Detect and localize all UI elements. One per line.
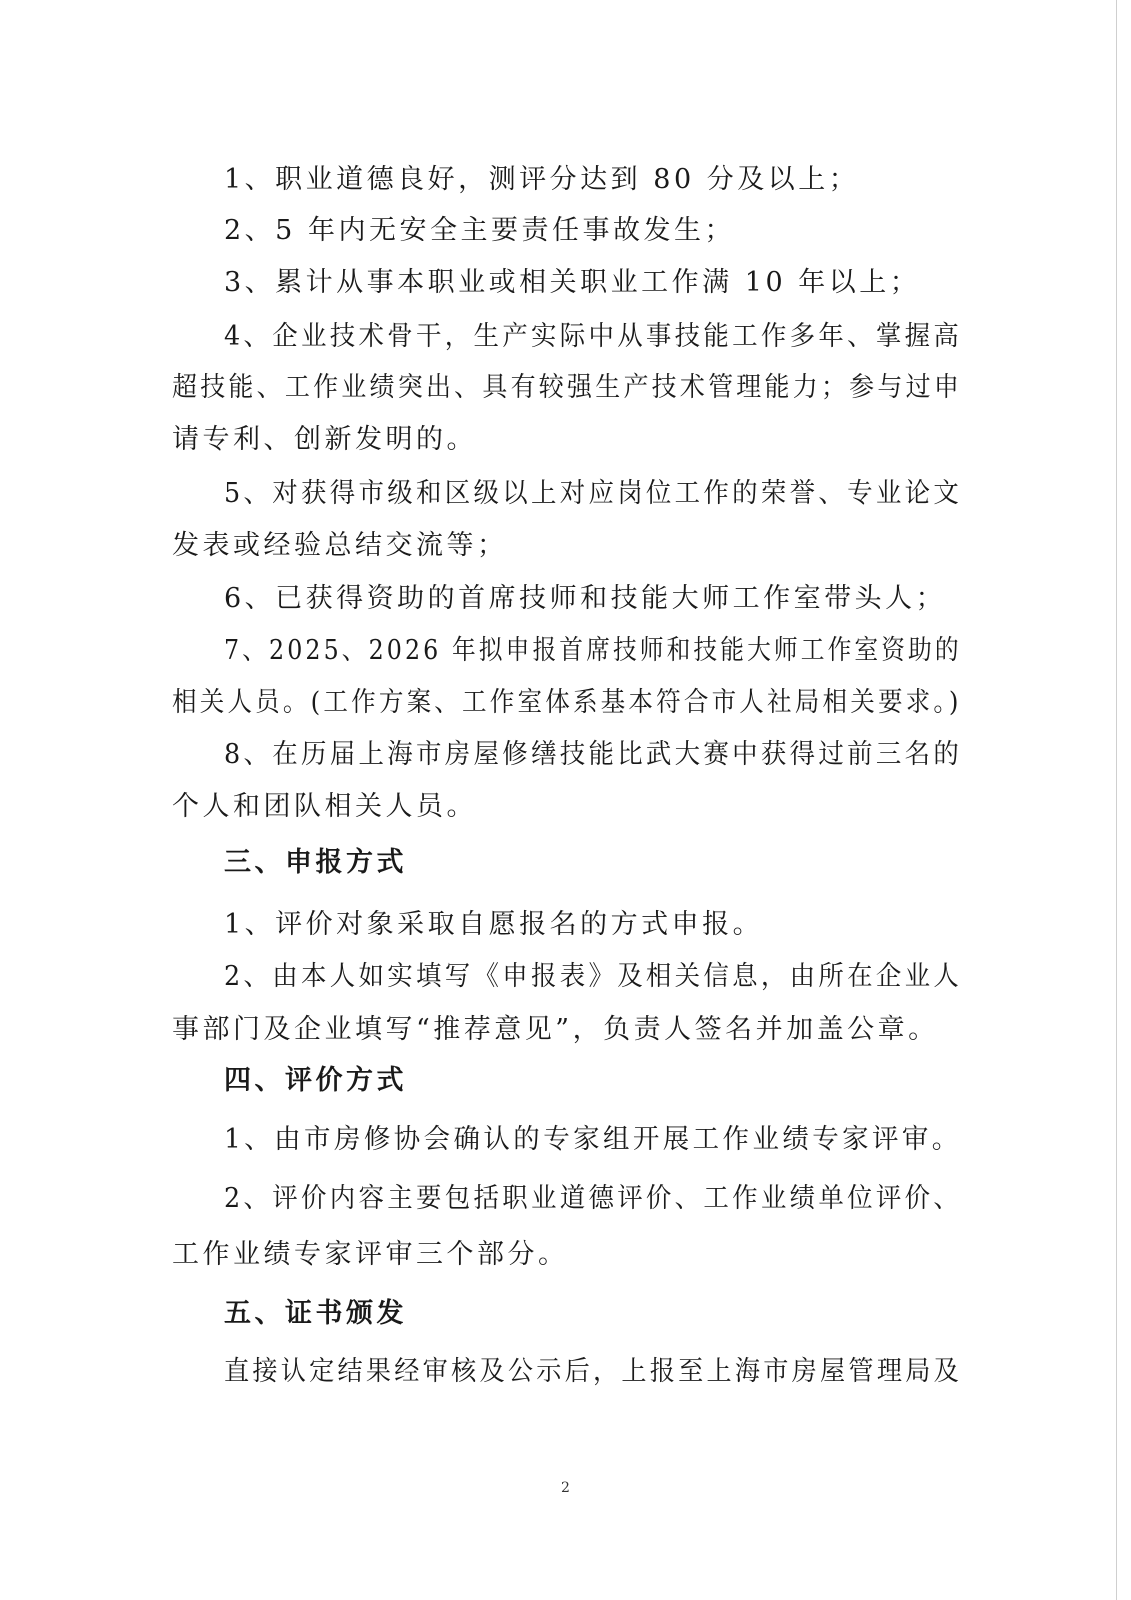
criteria-item-4-line-1: 4、企业技术骨干，生产实际中从事技能工作多年、掌握高: [224, 321, 963, 352]
criteria-item-6: 6、已获得资助的首席技师和技能大师工作室带头人；: [224, 583, 947, 614]
criteria-item-5-line-1: 5、对获得市级和区级以上对应岗位工作的荣誉、专业论文: [224, 478, 963, 509]
criteria-item-5-line-2: 发表或经验总结交流等；: [172, 530, 508, 561]
scan-edge-line: [1116, 0, 1117, 1600]
criteria-item-8-line-2: 个人和团队相关人员。: [172, 791, 477, 822]
criteria-item-4-line-2: 超技能、工作业绩突出、具有较强生产技术管理能力；参与过申: [172, 372, 963, 403]
section-heading-3: 三、申报方式: [224, 847, 407, 878]
section-4-item-1: 1、由市房修协会确认的专家组开展工作业绩专家评审。: [224, 1124, 962, 1155]
criteria-item-7-line-1: 7、2025、2026 年拟申报首席技师和技能大师工作室资助的: [224, 635, 962, 666]
section-heading-4: 四、评价方式: [224, 1065, 407, 1096]
criteria-item-3: 3、累计从事本职业或相关职业工作满 10 年以上；: [224, 267, 921, 298]
criteria-item-2: 2、5 年内无安全主要责任事故发生；: [224, 215, 735, 246]
section-3-item-1: 1、评价对象采取自愿报名的方式申报。: [224, 909, 764, 940]
section-heading-5: 五、证书颁发: [224, 1298, 407, 1329]
section-4-item-2-line-2: 工作业绩专家评审三个部分。: [172, 1239, 569, 1270]
section-5-paragraph-line-1: 直接认定结果经审核及公示后，上报至上海市房屋管理局及: [224, 1356, 962, 1387]
criteria-item-1: 1、职业道德良好，测评分达到 80 分及以上；: [224, 164, 860, 195]
section-4-item-2-line-1: 2、评价内容主要包括职业道德评价、工作业绩单位评价、: [224, 1183, 963, 1214]
criteria-item-8-line-1: 8、在历届上海市房屋修缮技能比武大赛中获得过前三名的: [224, 739, 963, 770]
criteria-item-4-line-3: 请专利、创新发明的。: [172, 424, 477, 455]
section-3-item-2-line-1: 2、由本人如实填写《申报表》及相关信息，由所在企业人: [224, 961, 963, 992]
section-3-item-2-line-2: 事部门及企业填写“推荐意见”，负责人签名并加盖公章。: [172, 1014, 939, 1045]
criteria-item-7-line-2: 相关人员。(工作方案、工作室体系基本符合市人社局相关要求。): [172, 687, 962, 718]
page-number: 2: [561, 1480, 570, 1496]
